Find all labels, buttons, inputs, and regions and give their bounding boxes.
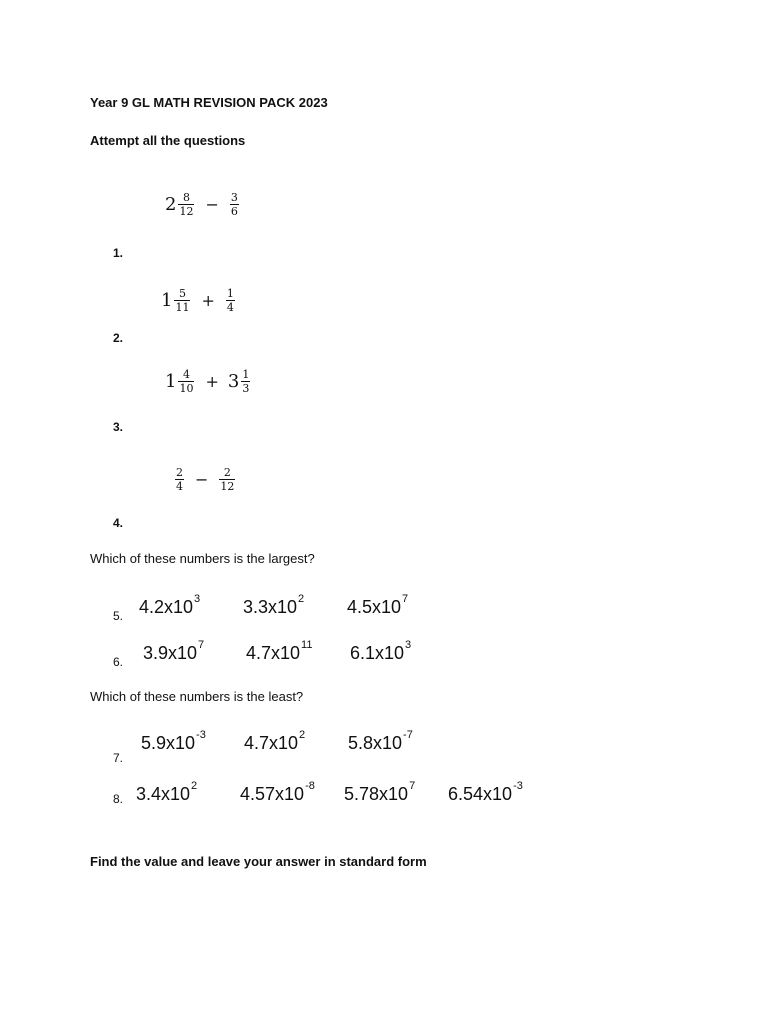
question-number-1: 1. xyxy=(113,246,124,260)
standard-form-row-7 xyxy=(141,729,413,754)
denominator: 12 xyxy=(220,480,235,493)
exponent: 2 xyxy=(299,729,306,741)
fraction xyxy=(219,467,235,492)
standard-form-row-8 xyxy=(136,780,523,805)
operator: − xyxy=(195,470,209,489)
standard-form-number xyxy=(136,780,240,805)
instructions: Attempt all the questions xyxy=(90,133,246,148)
exponent: -3 xyxy=(196,729,206,741)
standard-form-number xyxy=(139,593,243,618)
mantissa: 3.9x10 xyxy=(143,643,198,663)
fraction-expression-3 xyxy=(165,369,252,394)
mantissa: 4.7x10 xyxy=(246,643,301,663)
whole-number: 1 xyxy=(161,290,173,311)
exponent: 2 xyxy=(298,593,305,605)
exponent: 7 xyxy=(409,780,416,792)
mantissa: 5.8x10 xyxy=(348,733,403,753)
question-number-3: 3. xyxy=(113,420,124,434)
operator: − xyxy=(205,195,219,214)
standard-form-prompt: Find the value and leave your answer in standard form xyxy=(90,854,427,869)
standard-form-number xyxy=(347,593,409,618)
fraction-expression-4 xyxy=(173,467,237,492)
standard-form-row-5 xyxy=(139,593,409,618)
fraction xyxy=(174,288,190,313)
fraction xyxy=(178,369,194,394)
mantissa: 5.9x10 xyxy=(141,733,196,753)
denominator: 10 xyxy=(179,382,194,395)
fraction-expression-2 xyxy=(161,288,237,313)
mantissa: 4.5x10 xyxy=(347,597,402,617)
denominator: 6 xyxy=(230,205,238,218)
exponent: 3 xyxy=(194,593,201,605)
fraction xyxy=(175,467,184,492)
operator: + xyxy=(201,291,215,310)
standard-form-number xyxy=(243,593,347,618)
standard-form-number xyxy=(246,639,350,664)
standard-form-number xyxy=(344,780,448,805)
numerator: 5 xyxy=(178,287,186,300)
numerator: 8 xyxy=(182,191,190,204)
mantissa: 6.1x10 xyxy=(350,643,405,663)
denominator: 4 xyxy=(226,301,234,314)
exponent: 7 xyxy=(198,639,205,651)
largest-prompt: Which of these numbers is the largest? xyxy=(90,551,315,566)
question-number-7: 7. xyxy=(113,751,124,765)
mantissa: 3.3x10 xyxy=(243,597,298,617)
denominator: 11 xyxy=(175,301,190,314)
standard-form-number xyxy=(143,639,246,664)
mantissa: 3.4x10 xyxy=(136,784,191,804)
standard-form-row-6 xyxy=(143,639,412,664)
mantissa: 6.54x10 xyxy=(448,784,513,804)
exponent: 11 xyxy=(301,639,313,651)
numerator: 3 xyxy=(230,191,238,204)
standard-form-number xyxy=(448,780,523,805)
mantissa: 4.2x10 xyxy=(139,597,194,617)
exponent: -8 xyxy=(305,780,315,792)
exponent: -3 xyxy=(513,780,523,792)
standard-form-number xyxy=(350,639,412,664)
exponent: 7 xyxy=(402,593,409,605)
question-number-4: 4. xyxy=(113,516,124,530)
denominator: 3 xyxy=(242,382,250,395)
least-prompt: Which of these numbers is the least? xyxy=(90,689,304,704)
standard-form-number xyxy=(240,780,344,805)
fraction xyxy=(226,288,235,313)
standard-form-number xyxy=(141,729,244,754)
question-number-6: 6. xyxy=(113,655,124,669)
numerator: 2 xyxy=(223,466,231,479)
mantissa: 4.7x10 xyxy=(244,733,299,753)
numerator: 2 xyxy=(176,466,183,479)
fraction xyxy=(230,192,239,217)
whole-number: 1 xyxy=(165,371,177,392)
question-number-2: 2. xyxy=(113,331,124,345)
denominator: 4 xyxy=(176,480,183,493)
page-title: Year 9 GL MATH REVISION PACK 2023 xyxy=(90,95,328,110)
fraction xyxy=(178,192,194,217)
operator: + xyxy=(205,372,219,391)
whole-number: 2 xyxy=(165,194,177,215)
mantissa: 4.57x10 xyxy=(240,784,305,804)
numerator: 1 xyxy=(242,368,250,381)
question-number-5: 5. xyxy=(113,609,124,623)
standard-form-number xyxy=(244,729,348,754)
exponent: 2 xyxy=(191,780,198,792)
standard-form-number xyxy=(348,729,413,754)
whole-number: 3 xyxy=(227,371,240,392)
exponent: 3 xyxy=(405,639,412,651)
denominator: 12 xyxy=(179,205,194,218)
question-number-8: 8. xyxy=(113,792,124,806)
numerator: 1 xyxy=(226,287,234,300)
mantissa: 5.78x10 xyxy=(344,784,409,804)
numerator: 4 xyxy=(182,368,190,381)
fraction-expression-1 xyxy=(165,192,241,217)
exponent: -7 xyxy=(403,729,413,741)
fraction xyxy=(241,369,250,394)
